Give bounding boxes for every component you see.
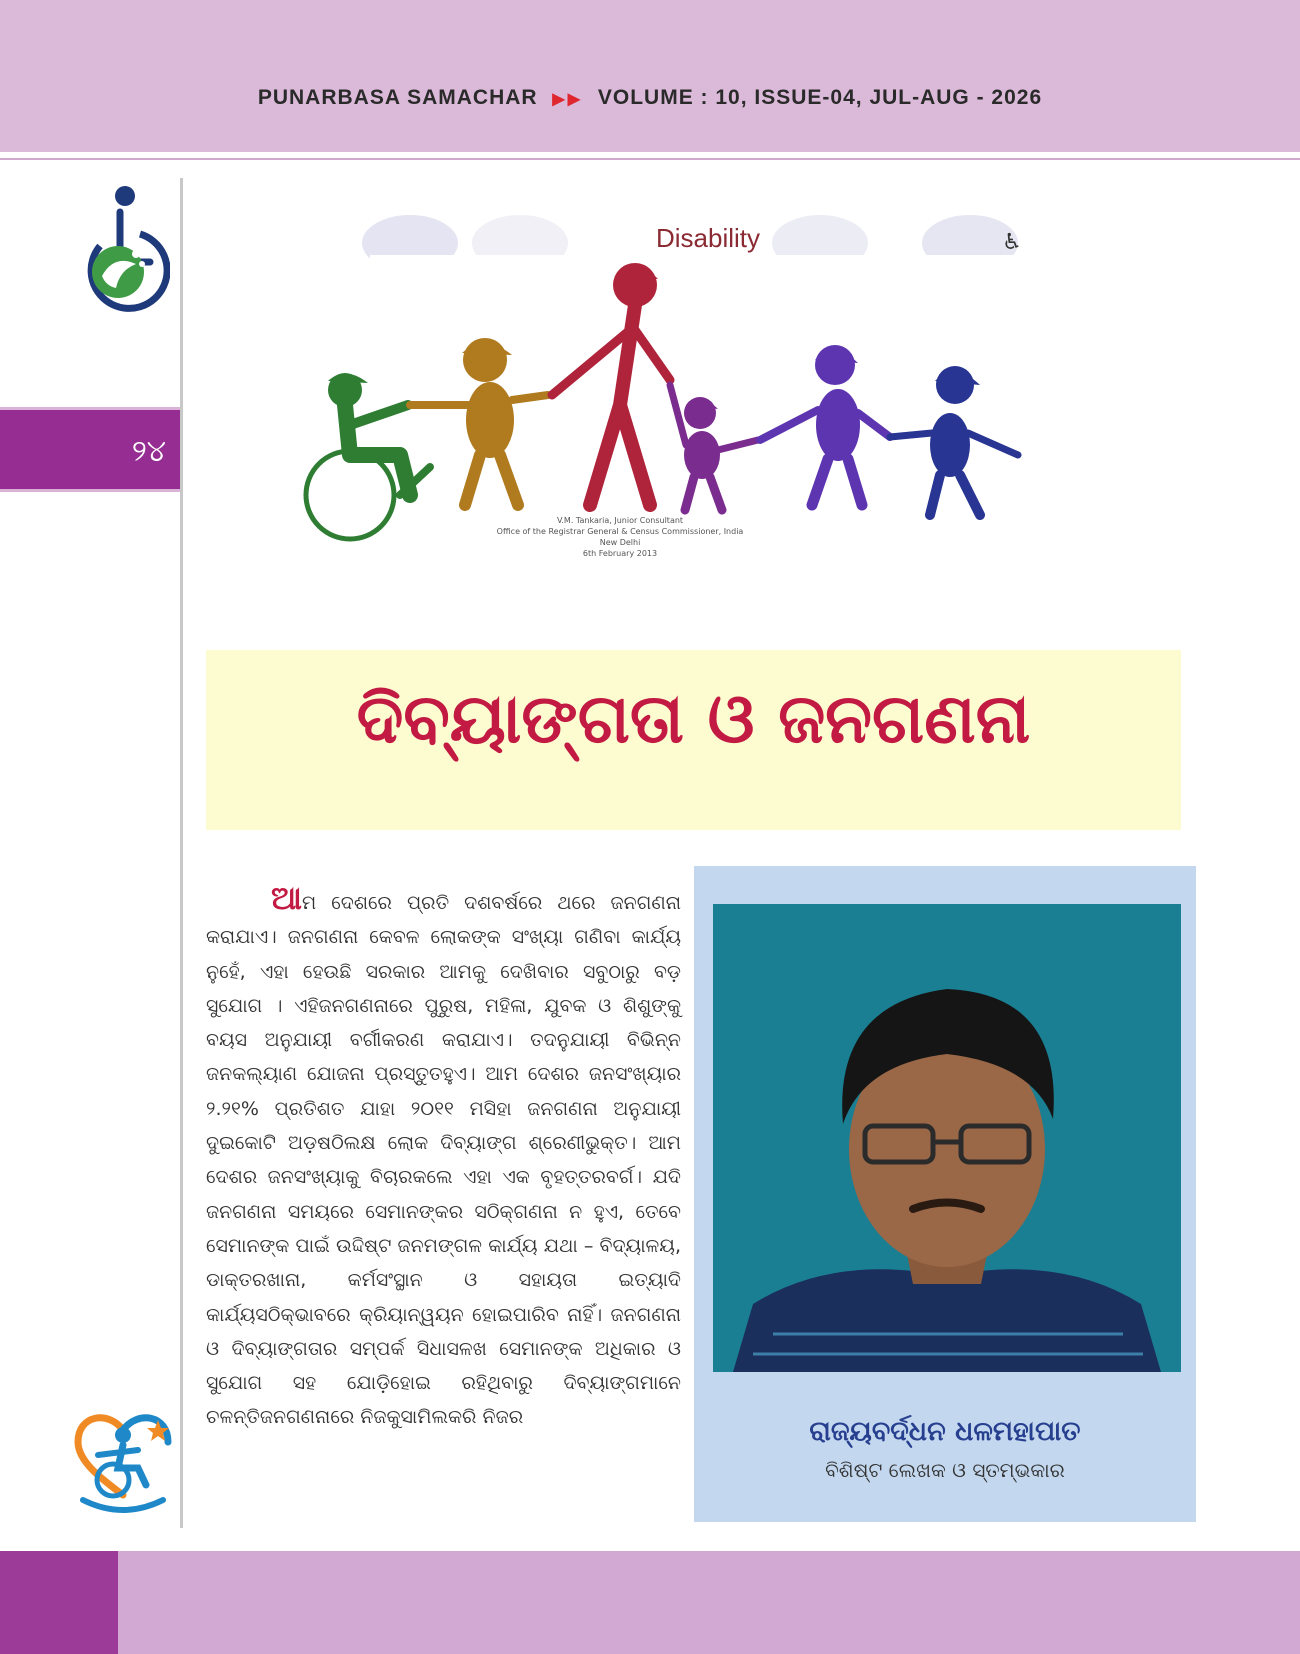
author-name: ରାଜ୍ୟବର୍ଦ୍ଧନ ଧଳମହାପାତ: [809, 1416, 1081, 1447]
author-role: ବିଶିଷ୍ଟ ଲେଖକ ଓ ସ୍ତମ୍ଭକାର: [825, 1458, 1065, 1482]
author-panel: [694, 866, 1196, 1522]
footer-accent: [0, 1551, 118, 1654]
article-body: [206, 879, 681, 1435]
caption-line: 6th February 2013: [582, 549, 658, 558]
wheelchair-logo-icon: [80, 184, 170, 324]
accessibility-logo-icon: [68, 1400, 178, 1520]
title-box: [206, 650, 1181, 830]
article-title: ଦିବ୍ୟାଙ୍ଗତା ଓ ଜନଗଣନା: [356, 680, 1031, 759]
header-divider: [0, 158, 1300, 160]
wheelchair-symbol-icon: ♿: [1002, 230, 1022, 255]
issue-info: VOLUME : 10, ISSUE-04, JUL-AUG - 2026: [597, 86, 1043, 109]
publication-name: PUNARBASA SAMACHAR: [257, 86, 538, 109]
page-number: ୨୪: [131, 434, 166, 469]
article-body-text: ମ ଦେଶରେ ପ୍ରତି ଦଶବର୍ଷରେ ଥରେ ଜନଗଣନା କରାଯାଏ। ଜନଗଣନା କେବଳ ଲୋକଙ୍କ ସଂଖ୍ୟା ଗଣିବା କାର୍ଯ୍ୟ ନୁହେଁ, ଏହା ହେଉଛି ସରକାର ଆମକୁ ଦେଖିବାର ସବୁଠାରୁ ବଡ଼ ସୁଯୋଗ । ଏହିଜନଗଣନାରେ ପୁରୁଷ, ମହିଳା, ଯୁବକ ଓ ଶିଶୁଙ୍କୁ ବୟସ ଅନୁଯାୟୀ ବର୍ଗୀକରଣ କରାଯାଏ। ତଦନୁଯାୟୀ ବିଭିନ୍ନ ଜନକଲ୍ୟାଣ ଯୋଜନା ପ୍ରସ୍ତୁତହୁଏ। ଆମ ଦେଶର ଜନସଂଖ୍ୟାର ୨.୨୧% ପ୍ରତିଶତ ଯାହା ୨୦୧୧ ମସିହା ଜନଗଣନା ଅନୁଯାୟୀ ଦୁଇକୋଟି ଅଡ଼ଷଠିଲକ୍ଷ ଲୋକ ଦିବ୍ୟାଙ୍ଗ ଶ୍ରେଣୀଭୁକ୍ତ। ଆମ ଦେଶର ଜନସଂଖ୍ୟାକୁ ବିଚାରକଲେ ଏହା ଏକ ବୃହତ୍ତରବର୍ଗ। ଯଦି ଜନଗଣନା ସମୟରେ ସେମାନଙ୍କର ସଠିକ୍‌ଗଣନା ନ ହୁଏ, ତେବେ ସେମାନଙ୍କ ପାଇଁ ଉଦ୍ଦିଷ୍ଟ ଜନମଙ୍ଗଳ କାର୍ଯ୍ୟ ଯଥା – ବିଦ୍ୟାଳୟ, ଡାକ୍ତରଖାନା, କର୍ମସଂସ୍ଥାନ ଓ ସହାୟତା ଇତ୍ୟାଦି କାର୍ଯ୍ୟସଠିକ୍‌ଭାବରେ କ୍ରିୟାନ୍ୱୟନ ହୋଇପାରିବ ନାହିଁ। ଜନଗଣନା ଓ ଦିବ୍ୟାଙ୍ଗତାର ସମ୍ପର୍କ ସିଧାସଳଖ ସେମାନଙ୍କ ଅଧିକାର ଓ ସୁଯୋଗ ସହ ଯୋଡ଼ିହୋଇ ରହିଥିବାରୁ ଦିବ୍ୟାଙ୍ଗମାନେ ଚଳନ୍ତିଜନଗଣନାରେ ନିଜକୁସାମିଲକରି ନିଜର: [206, 892, 681, 1429]
header-band: [0, 0, 1300, 152]
masthead: [0, 86, 1300, 110]
page-number-tab: [0, 407, 180, 492]
illustration-heading: Disability: [655, 223, 761, 253]
caption-line: New Delhi: [599, 538, 641, 547]
arrows-icon: ▶▶: [552, 91, 584, 108]
disability-illustration: [290, 205, 1090, 605]
author-portrait: [713, 904, 1181, 1372]
caption-line: V.M. Tankaria, Junior Consultant: [556, 516, 684, 525]
caption-line: Office of the Registrar General & Census Commissioner, India: [496, 527, 744, 536]
dropcap: ଆ: [271, 879, 302, 917]
footer-band: [0, 1551, 1300, 1654]
margin-line: [180, 178, 183, 1528]
